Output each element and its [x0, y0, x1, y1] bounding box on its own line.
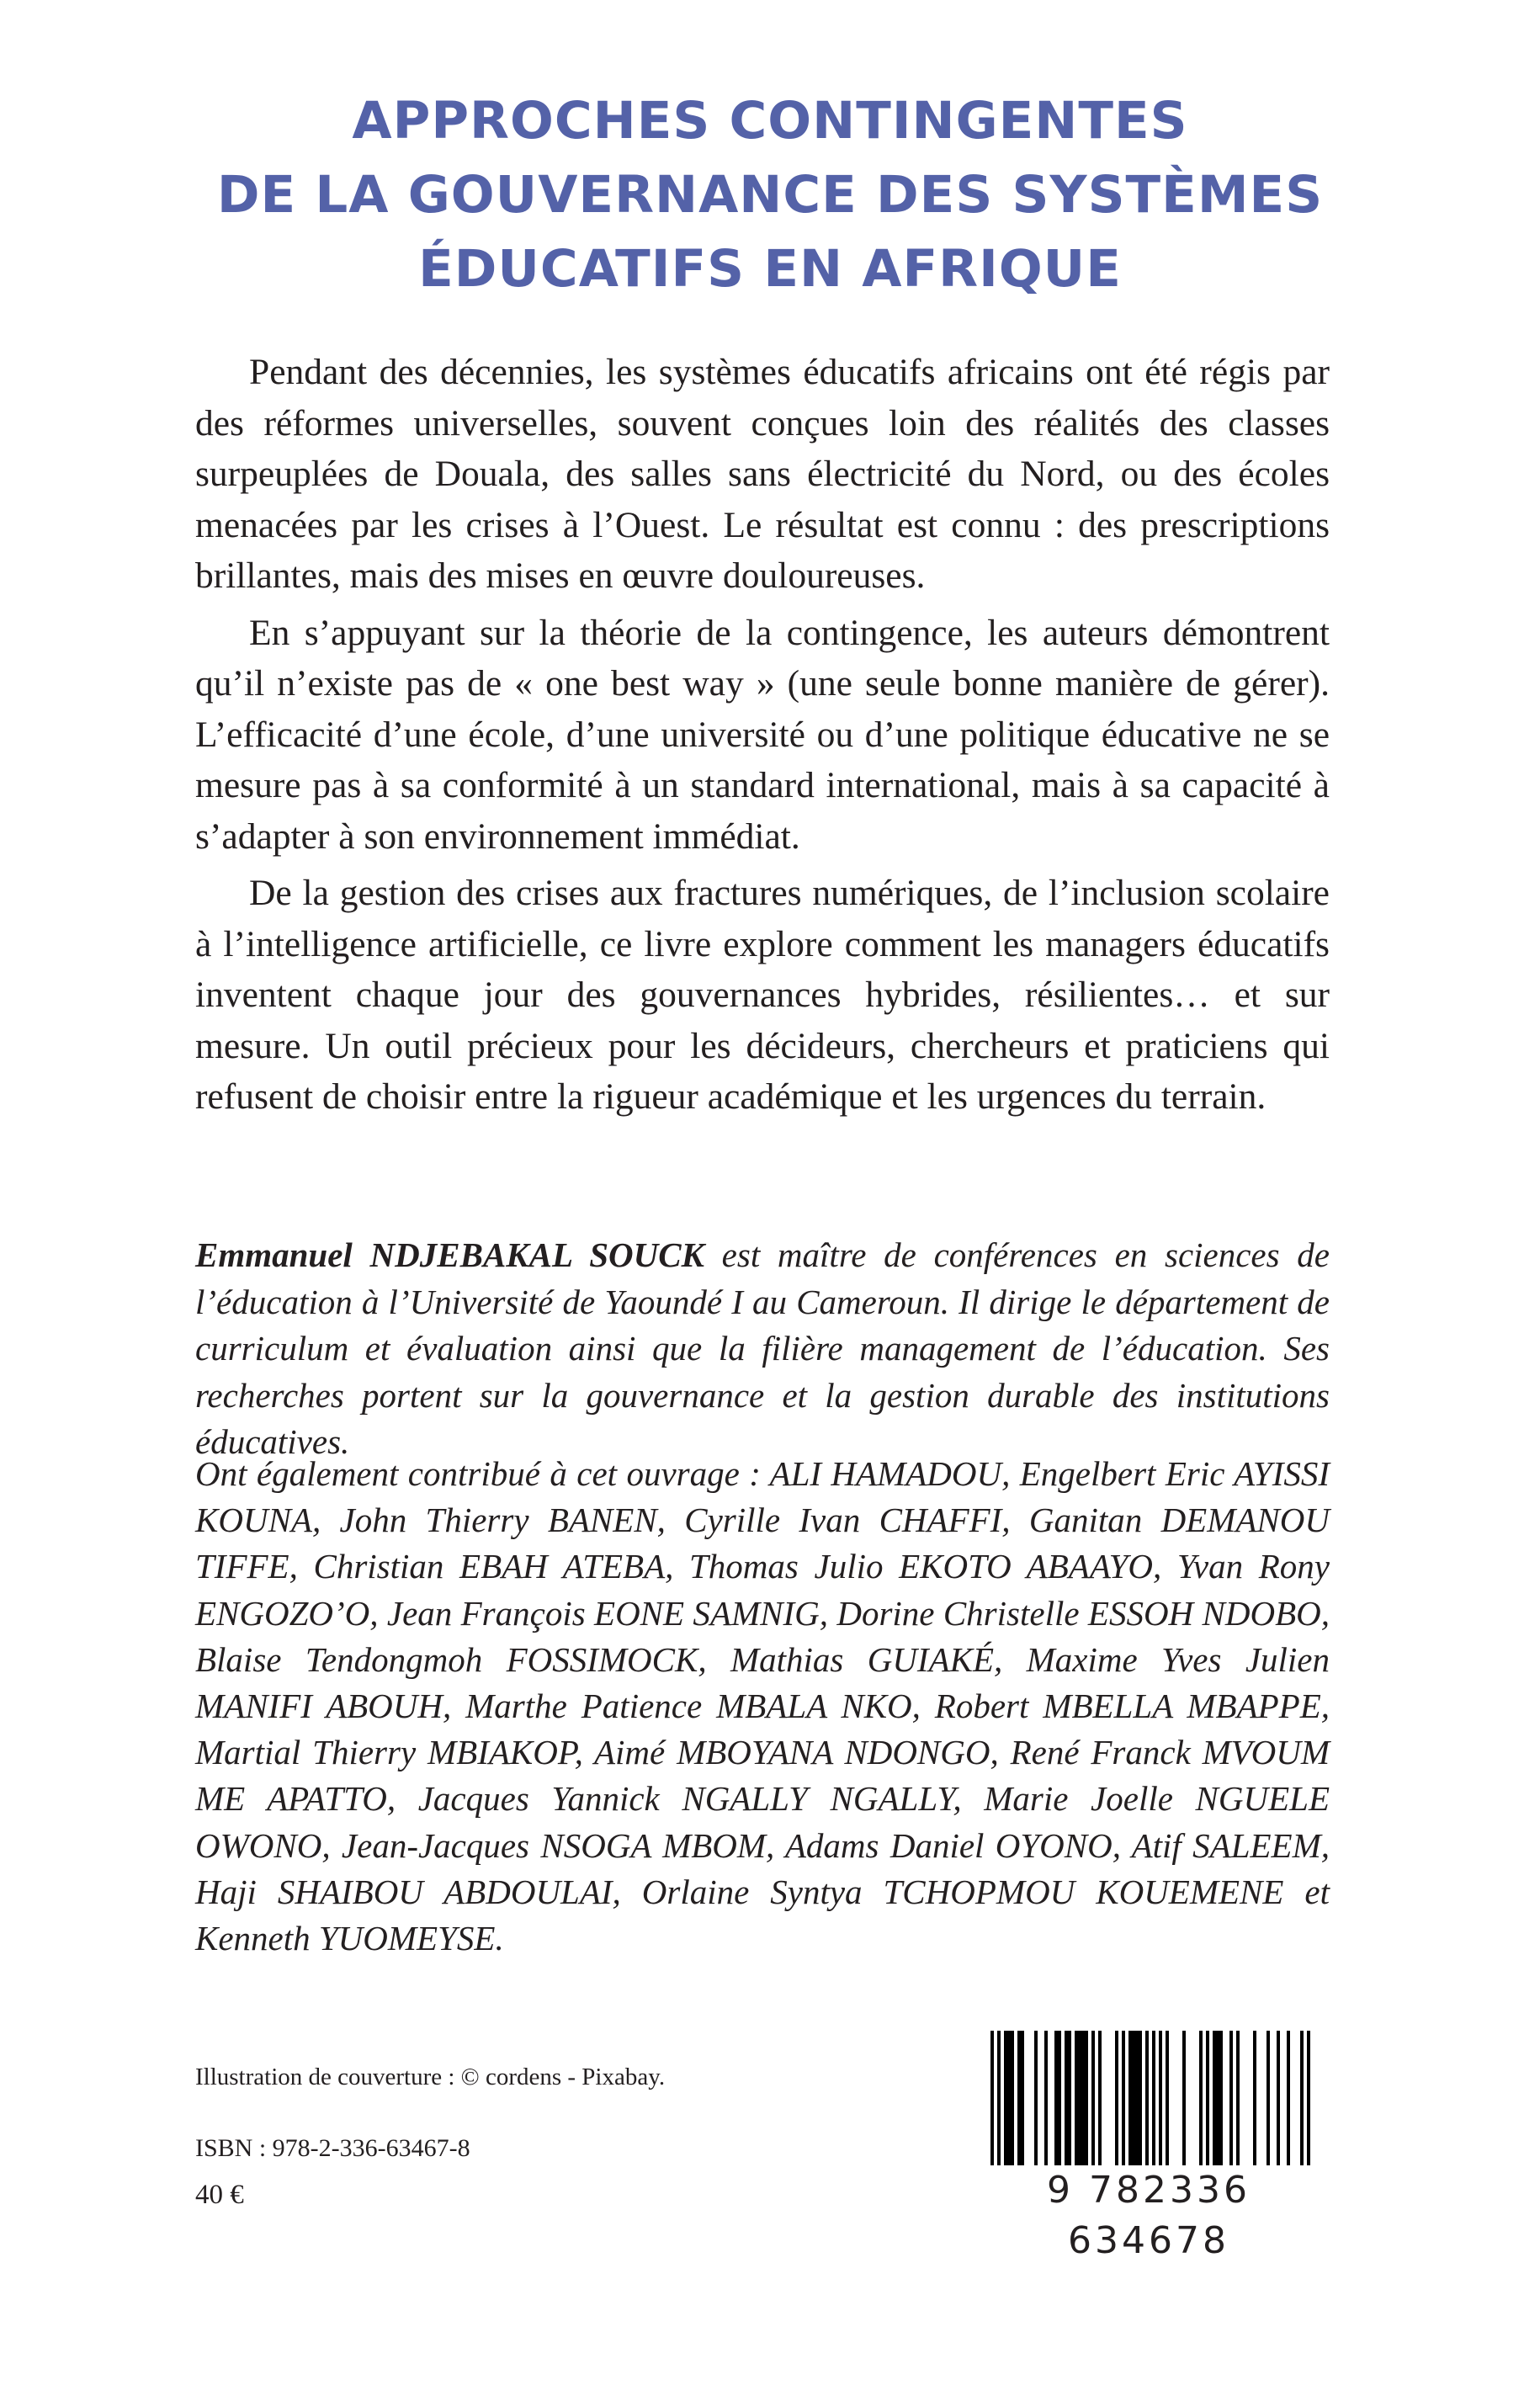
barcode-bar [1078, 2031, 1081, 2169]
title-line-2: DE LA GOUVERNANCE DES SYSTÈMES [216, 165, 1324, 225]
barcode-bar [1219, 2031, 1223, 2169]
isbn: ISBN : 978-2-336-63467-8 [195, 2134, 470, 2162]
barcode-bar [1300, 2031, 1304, 2179]
barcode-bar [1236, 2031, 1240, 2169]
contributors-list [195, 1451, 1330, 1962]
barcode-bar [1115, 2031, 1118, 2169]
barcode-bar [1229, 2031, 1233, 2169]
barcode-bar [1287, 2031, 1290, 2169]
barcode-bar [1075, 2031, 1078, 2169]
barcode-bar [1216, 2031, 1219, 2169]
barcode-bar [1152, 2031, 1155, 2179]
author-name: Emmanuel NDJEBAKAL SOUCK [195, 1235, 704, 1274]
barcode-bar [1011, 2031, 1014, 2169]
barcode-bar [1182, 2031, 1186, 2169]
isbn-barcode [965, 2031, 1332, 2262]
barcode-bar [1004, 2031, 1007, 2169]
barcode-bar [1098, 2031, 1102, 2169]
price: 40 € [195, 2180, 244, 2210]
title-line-1: APPROCHES CONTINGENTES [352, 91, 1188, 151]
title-line-3: ÉDUCATIFS EN AFRIQUE [418, 239, 1122, 299]
barcode-bar [1277, 2031, 1280, 2169]
barcode-bar [1054, 2031, 1058, 2169]
barcode-bar [1021, 2031, 1024, 2169]
barcode-bars [965, 2031, 1332, 2179]
book-title [0, 84, 1540, 306]
summary-paragraph-1: Pendant des décennies, les systèmes éducatifs africains ont été régis par des réformes universelles, souvent conçues loin des réalités des classes surpeuplées de Douala, des salles sans électricité du Nord, ou des écoles menacées par les crises à l’Ouest. Le résultat est connu : des prescriptions brillantes, mais des mises en œuvre douloureuses. [195, 352, 1330, 596]
barcode-bar [990, 2031, 994, 2179]
barcode-bar [1058, 2031, 1061, 2169]
author-bio-text: est maître de conférences en sciences de l’éducation à l’Université de Yaoundé I au Cameroun. Il dirige le département de curriculum et évaluation ainsi que la filière management de l’éducation. Ses recherches portent sur la gouvernance et la gestion durable des institutions éducatives. [195, 1235, 1330, 1461]
summary-paragraph-2: En s’appuyant sur la théorie de la contingence, les auteurs démontrent qu’il n’existe pas de « one best way » (une seule bonne manière de gérer). L’efficacité d’une école, d’une université ou d’une politique éducative ne se mesure pas à sa conformité à un standard international, mais à sa capacité à s’adapter à son environnement immédiat. [195, 612, 1330, 857]
barcode-bar [1081, 2031, 1085, 2169]
barcode-bar [1122, 2031, 1125, 2169]
author-bio [195, 1232, 1330, 1466]
barcode-bar [1034, 2031, 1038, 2169]
barcode-bar [997, 2031, 1001, 2179]
barcode-bar [1213, 2031, 1216, 2169]
barcode-bar [1206, 2031, 1209, 2169]
barcode-digits: 9 782336 634678 [965, 2165, 1332, 2266]
barcode-bar [1007, 2031, 1011, 2169]
barcode-bar [1135, 2031, 1139, 2169]
barcode-bar [1017, 2031, 1021, 2169]
barcode-bar [1128, 2031, 1132, 2169]
barcode-bar [1267, 2031, 1270, 2169]
barcode-bar [1085, 2031, 1088, 2169]
barcode-bar [1145, 2031, 1149, 2179]
barcode-bar [1091, 2031, 1095, 2169]
summary-paragraph-3: De la gestion des crises aux fractures numériques, de l’inclusion scolaire à l’intelligence artificielle, ce livre explore comment les managers éducatifs inventent chaque jour des gouvernances hybrides, résilientes… et sur mesure. Un outil précieux pour les décideurs, chercheurs et praticiens qui refusent de choisir entre la rigueur académique et les urgences du terrain. [195, 873, 1330, 1117]
illustration-credit: Illustration de couverture : © cordens - Pixabay. [195, 2064, 666, 2090]
barcode-bar [1044, 2031, 1048, 2169]
barcode-bar [1068, 2031, 1071, 2169]
barcode-bar [1199, 2031, 1203, 2169]
barcode-bar [1139, 2031, 1142, 2169]
contributors-text: Ont également contribué à cet ouvrage : ALI HAMADOU, Engelbert Eric AYISSI KOUNA, John Thierry BANEN, Cyrille Ivan CHAFFI, Ganitan DEMANOU TIFFE, Christian EBAH ATEBA, Thomas Julio EKOTO ABAAYO, Yvan Rony ENGOZO’O, Jean François EONE SAMNIG, Dorine Christelle ESSOH NDOBO, Blaise Tendongmoh FOSSIMOCK, Mathias GUIAKÉ, Maxime Yves Julien MANIFI ABOUH, Marthe Patience MBALA NKO, Robert MBELLA MBAPPE, Martial Thierry MBIAKOP, Aimé MBOYANA NDONGO, René Franck MVOUM ME APATTO, Jacques Yannick NGALLY NGALLY, Marie Joelle NGUELE OWONO, Jean-Jacques NSOGA MBOM, Adams Daniel OYONO, Atif SALEEM, Haji SHAIBOU ABDOULAI, Orlaine Syntya TCHOPMOU KOUEMENE et Kenneth YUOMEYSE. [195, 1454, 1330, 1958]
barcode-bar [1166, 2031, 1169, 2169]
barcode-bar [1065, 2031, 1068, 2169]
barcode-bar [1307, 2031, 1310, 2179]
barcode-bar [1253, 2031, 1256, 2169]
barcode-bar [1159, 2031, 1162, 2169]
barcode-bar [1132, 2031, 1135, 2169]
summary-text [195, 347, 1330, 1129]
